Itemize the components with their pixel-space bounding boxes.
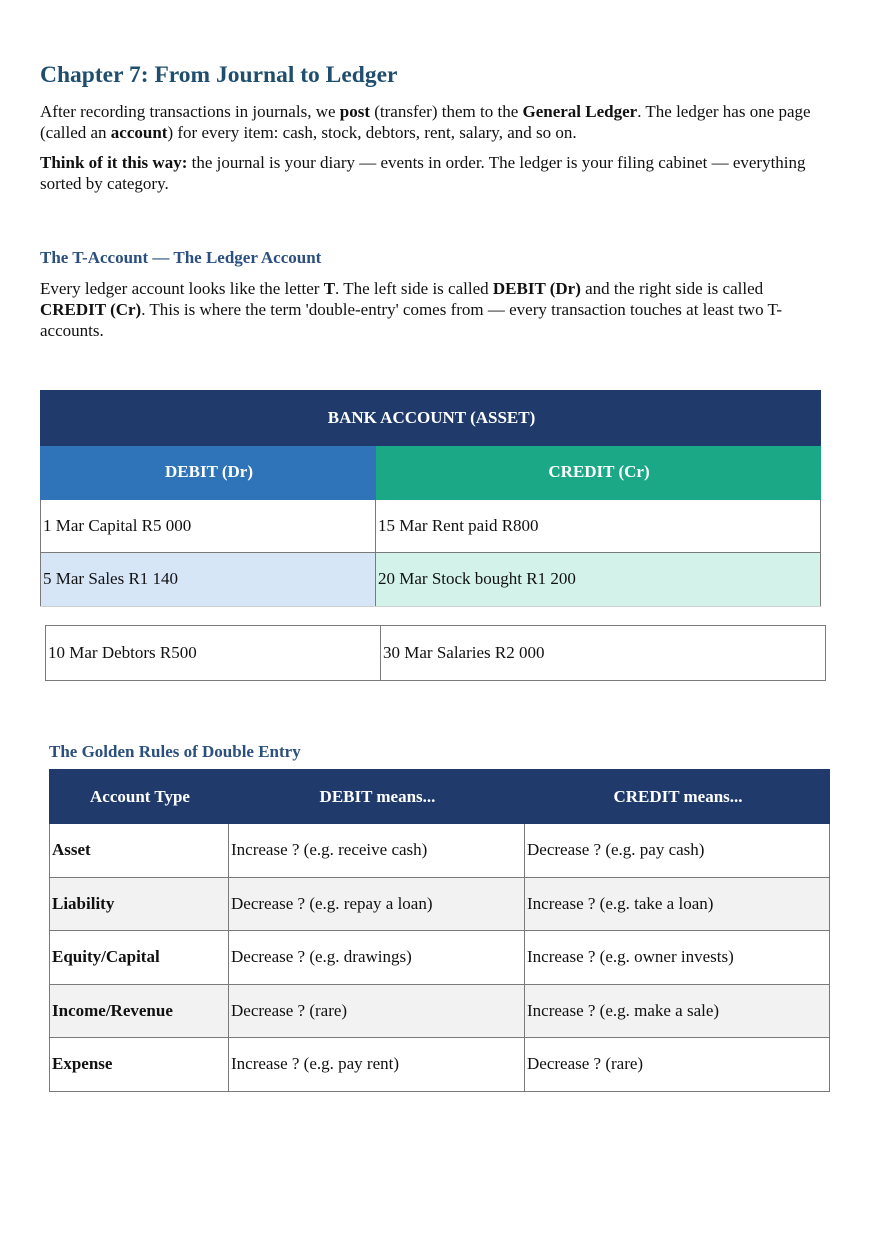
table-row: [50, 984, 830, 1038]
column-header-credit: CREDIT means...: [525, 770, 830, 824]
intro-text-2: (transfer) them to the: [370, 102, 523, 121]
bank-account-title-row: [41, 391, 821, 446]
table-row: [46, 626, 826, 681]
account-type-cell: Income/Revenue: [50, 984, 229, 1038]
debit-entry: 1 Mar Capital R5 000: [41, 499, 376, 553]
account-type-cell: Liability: [50, 877, 229, 931]
chapter-title: Chapter 7: From Journal to Ledger: [40, 62, 398, 88]
column-header-account-type: Account Type: [50, 770, 229, 824]
debit-entry: 10 Mar Debtors R500: [46, 626, 381, 681]
bank-account-title: BANK ACCOUNT (ASSET): [41, 391, 821, 446]
analogy-lead: Think of it this way:: [40, 153, 188, 172]
debit-rule-cell: Decrease ? (e.g. repay a loan): [229, 877, 525, 931]
intro-text-4: ) for every item: cash, stock, debtors, rent, salary, and so on.: [167, 123, 577, 142]
debit-rule-cell: Increase ? (e.g. pay rent): [229, 1038, 525, 1092]
analogy-paragraph: [40, 152, 830, 194]
debit-rule-cell: Decrease ? (e.g. drawings): [229, 931, 525, 985]
t-account-paragraph: [40, 278, 830, 341]
intro-text-3: . The ledger has one page (called an: [40, 102, 811, 142]
debit-entry: 5 Mar Sales R1 140: [41, 553, 376, 607]
table-row: [41, 553, 821, 607]
bank-account-table: [40, 390, 821, 607]
t-bold-debit: DEBIT (Dr): [492, 279, 581, 298]
credit-rule-cell: Increase ? (e.g. take a loan): [525, 877, 830, 931]
debit-rule-cell: Decrease ? (rare): [229, 984, 525, 1038]
credit-rule-cell: Increase ? (e.g. make a sale): [525, 984, 830, 1038]
t-text-4: . This is where the term 'double-entry' comes from — every transaction touches at least two T-accounts.: [40, 300, 782, 340]
t-account-heading: The T-Account — The Ledger Account: [40, 248, 322, 267]
bank-account-header-row: [41, 446, 821, 500]
credit-entry: 30 Mar Salaries R2 000: [381, 626, 826, 681]
credit-rule-cell: Decrease ? (e.g. pay cash): [525, 824, 830, 878]
bank-account-table-continued: [45, 625, 826, 681]
account-type-cell: Equity/Capital: [50, 931, 229, 985]
credit-entry: 20 Mar Stock bought R1 200: [376, 553, 821, 607]
t-text-3: and the right side is called: [580, 279, 764, 298]
debit-header: DEBIT (Dr): [41, 446, 376, 500]
table-row: [50, 931, 830, 985]
t-text-2: . The left side is called: [335, 279, 493, 298]
credit-rule-cell: Increase ? (e.g. owner invests): [525, 931, 830, 985]
account-type-cell: Expense: [50, 1038, 229, 1092]
intro-bold-account: account: [110, 123, 168, 142]
account-type-cell: Asset: [50, 824, 229, 878]
table-row: [50, 1038, 830, 1092]
intro-paragraph: [40, 101, 830, 143]
t-text-1: Every ledger account looks like the letter: [40, 279, 324, 298]
golden-rules-header-row: [50, 770, 830, 824]
credit-entry: 15 Mar Rent paid R800: [376, 499, 821, 553]
t-bold-letter: T: [323, 279, 336, 298]
credit-header: CREDIT (Cr): [376, 446, 821, 500]
intro-text-1: After recording transactions in journals, we: [40, 102, 340, 121]
table-row: [50, 824, 830, 878]
golden-rules-heading: The Golden Rules of Double Entry: [49, 742, 301, 761]
debit-rule-cell: Increase ? (e.g. receive cash): [229, 824, 525, 878]
column-header-debit: DEBIT means...: [229, 770, 525, 824]
analogy-text: the journal is your diary — events in order. The ledger is your filing cabinet — everything sorted by category.: [40, 153, 806, 193]
table-row: [50, 877, 830, 931]
golden-rules-table: [49, 769, 830, 1092]
intro-bold-post: post: [339, 102, 371, 121]
t-bold-credit: CREDIT (Cr): [40, 300, 142, 319]
table-row: [41, 499, 821, 553]
credit-rule-cell: Decrease ? (rare): [525, 1038, 830, 1092]
intro-bold-general-ledger: General Ledger: [522, 102, 638, 121]
